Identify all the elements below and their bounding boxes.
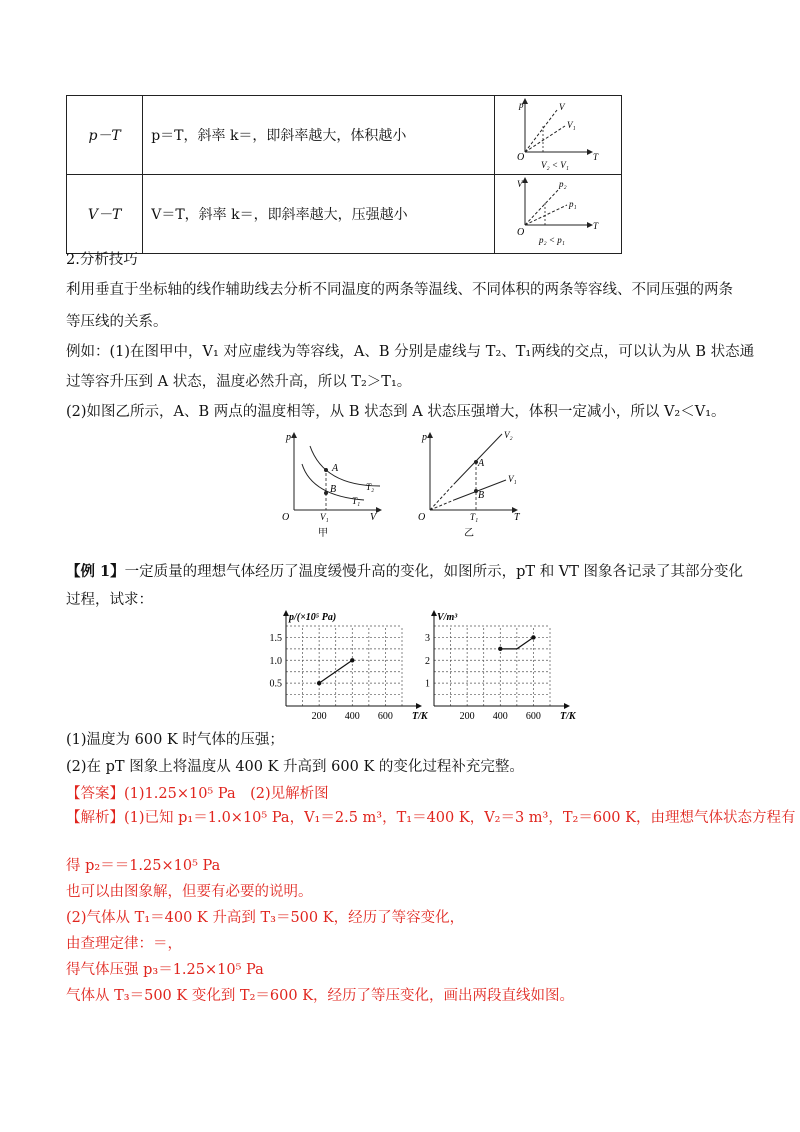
point-label: A: [332, 463, 339, 474]
x-tick-label: 200: [459, 711, 475, 722]
paragraph: 过等容升压到 A 状态，温度必然升高，所以 T₂＞T₁。: [66, 374, 412, 390]
analysis-line: 得气体压强 p₃＝1.25×10⁵ Pa: [66, 962, 264, 978]
fig-line-label: V₁: [566, 120, 576, 130]
vt-chart: [412, 604, 582, 722]
curve-label: T₂: [366, 482, 375, 492]
fig-origin: O: [516, 152, 525, 163]
example-line: [66, 562, 743, 582]
y-tick-label: 3: [425, 632, 430, 644]
x-tick-label: 200: [311, 711, 327, 722]
fig-origin: O: [418, 512, 426, 523]
example-text: 一定质量的理想气体经历了温度缓慢升高的变化，如图所示，pT 和 VT 图象各记录了其部分变化: [124, 564, 744, 580]
pt-chart: [252, 604, 428, 722]
data-point: [531, 635, 535, 639]
y-tick-label: 2: [425, 655, 430, 667]
x-tick-label: 600: [525, 711, 541, 722]
x-tick-label: 400: [492, 711, 508, 722]
x-tick-label: 400: [344, 711, 360, 722]
row-description: V＝T，斜率 k＝，即斜率越大，压强越小: [143, 175, 495, 254]
fig-xaxis: T: [592, 221, 598, 231]
question: (2)在 pT 图象上将温度从 400 K 升高到 600 K 的变化过程补充完整。: [66, 759, 524, 775]
section-heading: 2.分析技巧: [66, 252, 138, 268]
analysis-line: 得 p₂＝＝1.25×10⁵ Pa: [66, 858, 221, 874]
fig-origin: O: [282, 512, 290, 523]
fig-yaxis: p: [422, 432, 427, 443]
tick-label: T₁: [470, 512, 479, 522]
fig-origin: O: [516, 227, 525, 238]
curve-label: T₁: [352, 496, 361, 506]
figure-jia: [280, 428, 390, 540]
y-tick-label: 1.5: [269, 632, 282, 644]
x-axis-label: T/K: [560, 711, 576, 722]
x-tick-label: 600: [377, 711, 393, 722]
analysis-line: 也可以由图象解，但要有必要的说明。: [66, 884, 313, 900]
data-point: [498, 647, 502, 651]
point-label: A: [478, 458, 485, 469]
figure-caption: 甲: [318, 528, 328, 539]
example-line: 过程，试求：: [66, 592, 153, 608]
table-row: [67, 175, 622, 254]
row-label: p－T: [67, 96, 143, 175]
x-axis-arrow: [564, 703, 570, 709]
row-label: V－T: [67, 175, 143, 254]
y-tick-label: 1: [425, 678, 430, 690]
fig-xaxis: V: [370, 512, 377, 523]
data-point: [350, 658, 354, 662]
question: (1)温度为 600 K 时气体的压强；: [66, 732, 284, 748]
vt-small-figure: [495, 175, 621, 249]
figure-yi: [416, 428, 526, 540]
table-row: [67, 96, 622, 175]
line-label: V₁: [508, 474, 517, 484]
figure-caption: 乙: [464, 528, 474, 539]
paragraph: (2)如图乙所示，A、B 两点的温度相等，从 B 状态到 A 状态压强增大，体积一定减小，所以 V₂＜V₁。: [66, 404, 726, 420]
pt-small-figure: [495, 96, 621, 170]
fig-caption: p₂ < p₁: [538, 235, 565, 245]
analysis-line: 【解析】(1)已知 p₁＝1.0×10⁵ Pa，V₁＝2.5 m³，T₁＝400 K，V₂＝3 m³，T₂＝600 K，由理想气体状态方程有: [66, 810, 796, 826]
fig-xaxis: T: [514, 512, 520, 523]
x-axis-label: T/K: [412, 711, 428, 722]
point-label: B: [330, 484, 337, 495]
paragraph: 等压线的关系。: [66, 314, 168, 330]
analysis-line: (2)气体从 T₁＝400 K 升高到 T₃＝500 K，经历了等容变化，: [66, 910, 465, 926]
fig-yaxis: p: [518, 100, 524, 110]
example-tag: 【例 1】: [66, 563, 125, 580]
fig-xaxis: T: [592, 152, 598, 162]
y-axis-label: p/(×10⁵ Pa): [289, 612, 337, 623]
fig-line-label: p₁: [568, 199, 577, 209]
row-figure: [494, 175, 621, 254]
point-label: B: [478, 490, 485, 501]
summary-table: [66, 95, 622, 254]
analysis-line: 由查理定律：＝，: [66, 936, 182, 952]
y-tick-label: 1.0: [269, 655, 282, 667]
fig-yaxis: p: [286, 432, 291, 443]
y-tick-label: 0.5: [269, 678, 282, 690]
fig-caption: V₂ < V₁: [540, 160, 569, 170]
y-axis-label: V/m³: [437, 612, 458, 623]
line-label: V₂: [504, 430, 513, 440]
analysis-line: 气体从 T₃＝500 K 变化到 T₂＝600 K，经历了等压变化，画出两段直线如图。: [66, 988, 575, 1004]
series-line: [500, 637, 533, 648]
data-point: [317, 681, 321, 685]
fig-yaxis: V: [516, 179, 523, 189]
row-figure: [494, 96, 621, 175]
paragraph: 利用垂直于坐标轴的线作辅助线去分析不同温度的两条等温线、不同体积的两条等容线、不同压强的两条: [66, 282, 733, 298]
fig-line-label: p₂: [558, 179, 567, 189]
row-description: p＝T，斜率 k＝，即斜率越大，体积越小: [143, 96, 495, 175]
tick-label: V₁: [320, 512, 329, 522]
paragraph: 例如：(1)在图甲中，V₁ 对应虚线为等容线，A、B 分别是虚线与 T₂、T₁两线的交点，可以认为从 B 状态通: [66, 344, 755, 360]
fig-line-label: V: [558, 102, 565, 112]
answer: 【答案】(1)1.25×10⁵ Pa (2)见解析图: [66, 786, 329, 802]
